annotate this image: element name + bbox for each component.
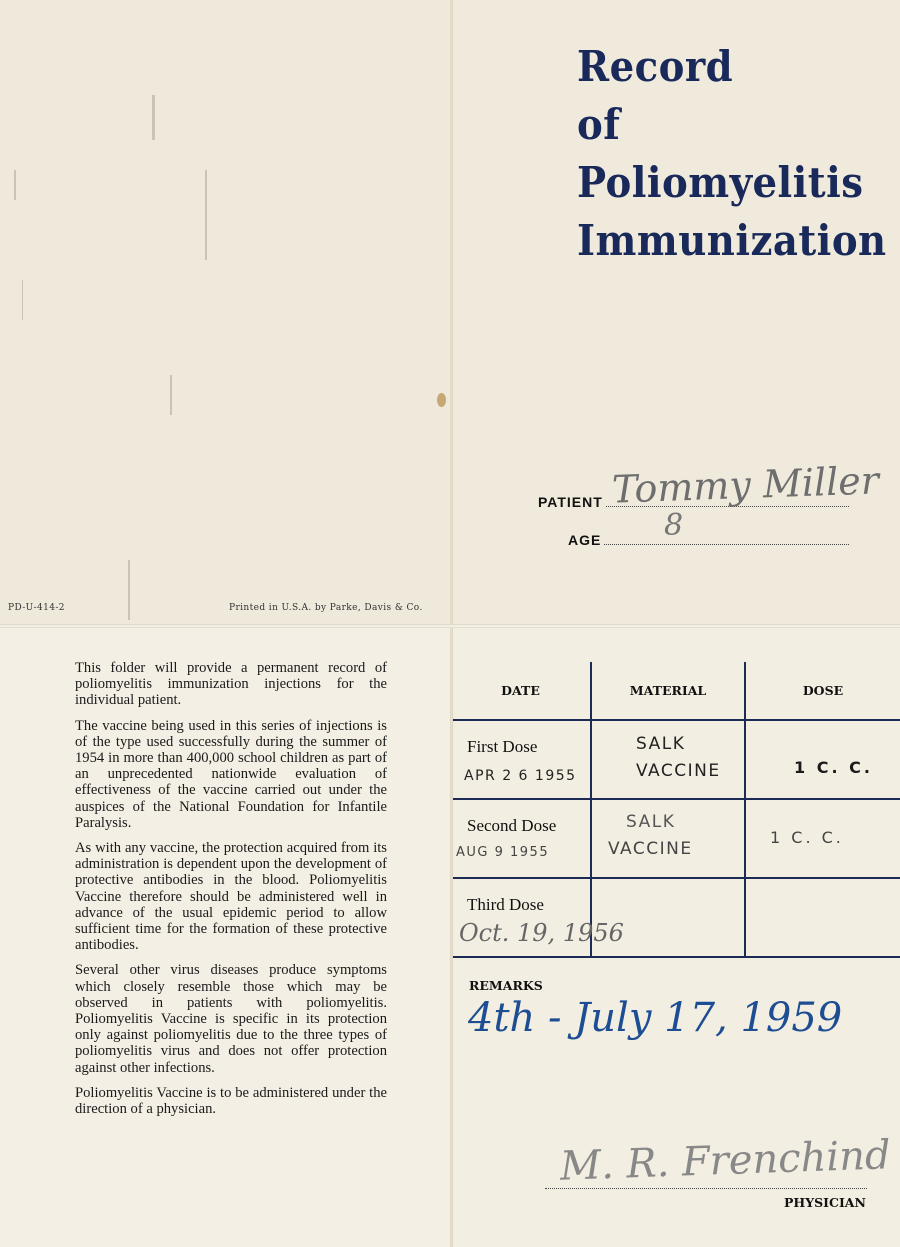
table-row [451, 799, 900, 878]
material-header: MATERIAL [591, 662, 745, 720]
date-cell [451, 878, 624, 957]
info-paragraph: The vaccine being used in this series of injections is of the type used successfully during the summer of 1954 in more than 400,000 school children as part of an unprecedented nationwide evaluation of effectiveness of the vaccine carried out under the auspices of the National Foundation for Infantile Paralysis. [75, 717, 387, 831]
form-code: PD-U-414-2 [8, 603, 65, 613]
dose-value: 1 C. C. [794, 758, 873, 777]
dose-cell [745, 799, 900, 878]
info-text [75, 660, 387, 1126]
date-cell [451, 720, 591, 799]
horizontal-fold [0, 624, 900, 628]
age-label: AGE [568, 532, 602, 548]
patient-label: PATIENT [538, 494, 603, 510]
paper-mark [22, 280, 23, 320]
paper-mark [152, 95, 155, 140]
material-line: SALK [626, 812, 676, 832]
remarks-handwriting: 4th - July 17, 1959 [468, 995, 843, 1041]
date-stamp: AUG 9 1955 [456, 845, 550, 860]
dose-label: Third Dose [467, 895, 544, 914]
physician-signature: M. R. Frenchind [559, 1132, 892, 1190]
dose-header: DOSE [745, 662, 900, 720]
date-cell [451, 799, 591, 878]
cover-title [577, 38, 900, 270]
title-line: Record [577, 42, 734, 91]
dose-cell [745, 878, 900, 957]
title-line: of [577, 100, 621, 149]
paper-mark [128, 560, 130, 620]
material-cell [591, 720, 745, 799]
dose-value: 1 C. C. [770, 828, 844, 847]
printer-credit: Printed in U.S.A. by Parke, Davis & Co. [229, 603, 423, 613]
info-paragraph: As with any vaccine, the protection acquired from its administration is dependent upon the development of protective antibodies in the blood. Poliomyelitis Vaccine therefore should be administered well in advance of the usual epidemic period to allow sufficient time for the formation of these protective antibodies. [75, 840, 387, 954]
paper-mark [14, 170, 16, 200]
material-cell [591, 878, 745, 957]
material-line: VACCINE [608, 839, 693, 859]
dose-cell [745, 720, 900, 799]
info-paragraph: This folder will provide a permanent record of poliomyelitis immunization injections for the individual patient. [75, 660, 387, 709]
paper-mark [170, 375, 172, 415]
remarks-label: REMARKS [469, 978, 543, 993]
table-row [451, 720, 900, 799]
table-header-row [451, 662, 900, 720]
material-line: SALK [636, 734, 686, 754]
dose-label: First Dose [467, 737, 538, 756]
info-paragraph: Several other virus diseases produce symptoms which closely resemble those which may be observed in patients with poliomyelitis. Poliomyelitis Vaccine is specific in its protection only against poliomyelitis due to the three types of poliomyelitis virus and does not offer protection against other infections. [75, 962, 387, 1076]
date-header: DATE [451, 662, 591, 720]
patient-name: Tommy Miller [611, 458, 880, 512]
handwritten-date: Oct. 19, 1956 [459, 919, 624, 947]
paper-mark [205, 170, 207, 260]
material-line: VACCINE [636, 761, 721, 781]
paper-stain [437, 393, 446, 407]
info-paragraph: Poliomyelitis Vaccine is to be administered under the direction of a physician. [75, 1084, 387, 1118]
table-row [451, 878, 900, 957]
title-line: Poliomyelitis [577, 158, 864, 207]
back-panel [0, 0, 452, 626]
patient-age: 8 [664, 508, 684, 543]
physician-label: PHYSICIAN [784, 1195, 866, 1210]
age-line [604, 544, 849, 545]
title-line: Immunization [577, 216, 887, 265]
date-stamp: APR 2 6 1955 [464, 768, 577, 784]
dose-table [451, 662, 900, 958]
dose-label: Second Dose [467, 816, 557, 835]
material-cell [591, 799, 745, 878]
